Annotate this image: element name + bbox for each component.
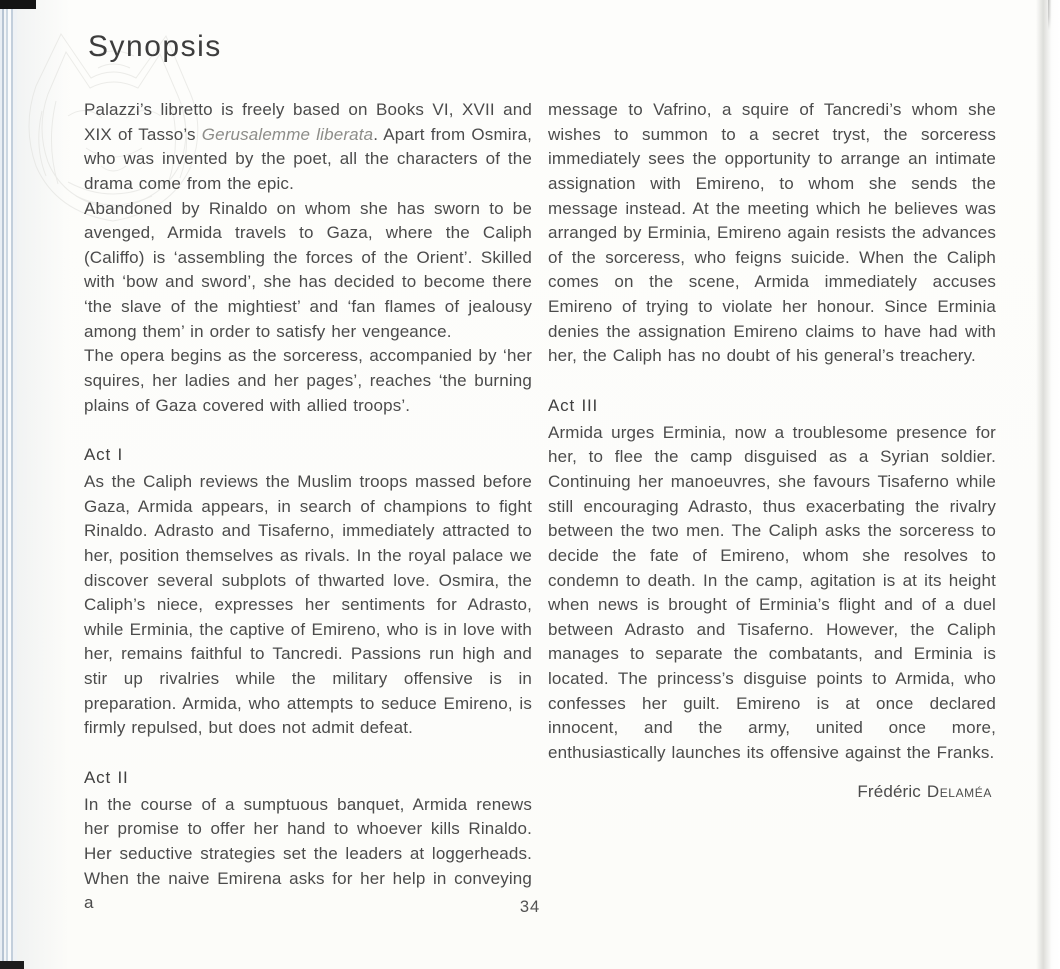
intro-paragraph-1 [84,98,532,197]
act-3-section [548,394,996,766]
author-first-name: Frédéric [857,781,921,801]
act-2-section [84,766,532,916]
author-last-name: Delaméa [926,781,992,801]
scan-artifact-bottom-left [0,961,24,969]
author-signature [548,780,996,805]
page-number: 34 [519,898,541,916]
page-edge-shadow [1036,0,1060,969]
intro-text-after: . Apart from Osmira, who was invented by the poet, all the characters of the drama come from the epic. [84,124,532,193]
act-2-heading: Act II [84,768,129,788]
two-column-text [84,98,1000,916]
intro-paragraph-3: The opera begins as the sorceress, accompanied by ‘her squires, her ladies and her pages’, reaches ‘the burning plains of Gaza covered with allied troops’. [84,346,532,415]
intro-paragraph-2: Abandoned by Rinaldo on whom she has sworn to be avenged, Armida travels to Gaza, where the Caliph (Califfo) is ‘assembling the forces of the Orient’. Skilled with ‘bow and sword’, she has decided to become there ‘the slave of the mightiest’ and ‘fan flames of jealousy among them’ in order to satisfy her vengeance. [84,198,532,341]
act-1-heading: Act I [84,445,124,465]
act-2-text: In the course of a sumptuous banquet, Armida renews her promise to offer her hand to whoever kills Rinaldo. Her seductive strategies set the leaders at loggerheads. When the naive Emirena asks for her help in conveying a [84,794,532,913]
act-1-text: As the Caliph reviews the Muslim troops massed before Gaza, Armida appears, in search of champions to fight Rinaldo. Adrasto and Tisaferno, immediately attracted to her, position themselves as rivals. In the royal palace we discover several subplots of thwarted love. Osmira, the Caliph’s niece, expresses her sentiments for Adrasto, while Erminia, the captive of Emireno, who is in love with her, remains faithful to Tancredi. Passions run high and stir up rivalries while the military offensive is in preparation. Armida, who attempts to seduce Emireno, is firmly repulsed, but does not admit defeat. [84,471,532,738]
act-1-section [84,443,532,741]
left-column [84,98,532,916]
book-title-italic: Gerusalemme liberata [201,124,374,144]
act-3-text: Armida urges Erminia, now a troublesome presence for her, to flee the camp disguised as a Syrian soldier. Continuing her manoeuvres, she favours Tisaferno while still encouraging Adrasto, thus exacerbating the rivalry between the two men. The Caliph asks the sorceress to decide the fate of Emireno, whom she resolves to condemn to death. In the camp, agitation is at its height when news is brought of Erminia’s flight and of a duel between Adrasto and Tisaferno. However, the Caliph manages to separate the combatants, and Erminia is located. The princess’s disguise points to Armida, who confesses her guilt. Emireno is at once declared innocent, and the army, united once more, enthusiastically launches its offensive against the Franks. [548,422,996,763]
page-title: Synopsis [88,30,222,63]
scan-artifact-top-left [0,0,36,9]
scan-edge-streaks [0,0,17,969]
act-3-heading: Act III [548,396,599,416]
intro-text-before: Palazzi’s libretto is freely based on Books VI, XVII and XIX of Tasso’s [84,100,532,144]
page-content [84,30,1000,916]
right-column [548,98,996,916]
act-2-continued-text: message to Vafrino, a squire of Tancredi’s whom she wishes to summon to a secret tryst, the sorceress immediately sees the opportunity to arrange an intimate assignation with Emireno, to whom she sends the message instead. At the meeting which he believes was arranged by Erminia, Emireno again resists the advances of the sorceress, who feigns suicide. When the Caliph comes on the scene, Armida immediately accuses Emireno of trying to violate her honour. Since Erminia denies the assignation Emireno claims to have had with her, the Caliph has no doubt of his general’s treachery. [548,100,996,366]
